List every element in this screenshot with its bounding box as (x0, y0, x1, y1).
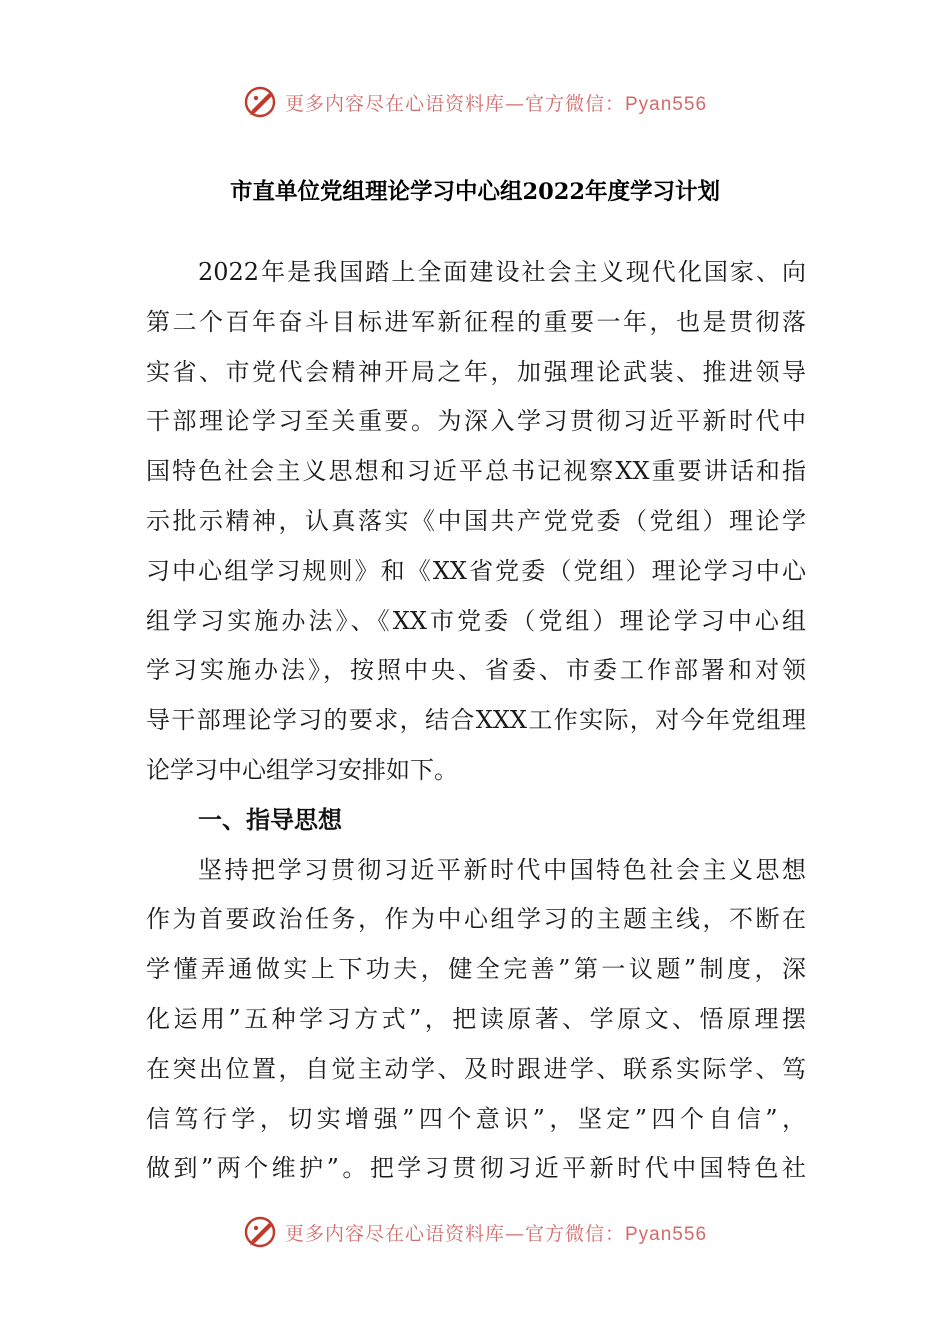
intro-line: 2022年是我国踏上全面建设社会主义现代化国家、向 (198, 258, 806, 286)
header-watermark-banner (0, 82, 950, 122)
header-watermark-text: 更多内容尽在心语资料库—官方微信：Pyan556 (284, 92, 708, 115)
section1-line: 坚持把学习贯彻习近平新时代中国特色社会主义思想 (198, 855, 806, 884)
header-wechat-id: Pyan556 (625, 93, 708, 115)
intro-line: 干部理论学习至关重要。为深入学习贯彻习近平新时代中 (146, 407, 806, 436)
intro-line: 学习实施办法》，按照中央、省委、市委工作部署和对领 (146, 656, 806, 685)
footer-watermark-banner (0, 1212, 950, 1252)
intro-line: 国特色社会主义思想和习近平总书记视察XX重要讲话和指 (146, 457, 806, 486)
intro-line: 导干部理论学习的要求，结合XXX工作实际，对今年党组理 (146, 706, 806, 735)
section1-line: 信笃行学，切实增强”四个意识”，坚定”四个自信”， (146, 1104, 806, 1133)
pen-logo-icon (243, 1214, 279, 1250)
section1-line: 在突出位置，自觉主动学、及时跟进学、联系实际学、笃 (146, 1054, 806, 1083)
document-body (146, 248, 806, 1194)
section1-line: 作为首要政治任务，作为中心组学习的主题主线，不断在 (146, 905, 806, 934)
document-title: 市直单位党组理论学习中心组2022年度学习计划 (229, 179, 721, 205)
intro-line: 组学习实施办法》、《XX市党委（党组）理论学习中心组 (146, 606, 806, 635)
intro-line: 第二个百年奋斗目标进军新征程的重要一年，也是贯彻落 (146, 307, 806, 336)
intro-line: 实省、市党代会精神开局之年，加强理论武装、推进领导 (146, 357, 806, 386)
intro-line: 示批示精神，认真落实《中国共产党党委（党组）理论学 (146, 506, 806, 535)
section1-line: 做到”两个维护”。把学习贯彻习近平新时代中国特色社 (146, 1154, 806, 1183)
footer-watermark-text: 更多内容尽在心语资料库—官方微信：Pyan556 (284, 1222, 708, 1245)
intro-line: 论学习中心组学习安排如下。 (146, 755, 458, 784)
section1-line: 学懂弄通做实上下功夫，健全完善”第一议题”制度，深 (146, 955, 806, 984)
footer-wechat-id: Pyan556 (625, 1223, 708, 1245)
section-heading-guiding-ideology: 一、指导思想 (198, 805, 342, 834)
section1-line: 化运用”五种学习方式”，把读原著、学原文、悟原理摆 (146, 1004, 806, 1033)
intro-line: 习中心组学习规则》和《XX省党委（党组）理论学习中心 (146, 556, 806, 585)
pen-logo-icon (243, 84, 279, 120)
